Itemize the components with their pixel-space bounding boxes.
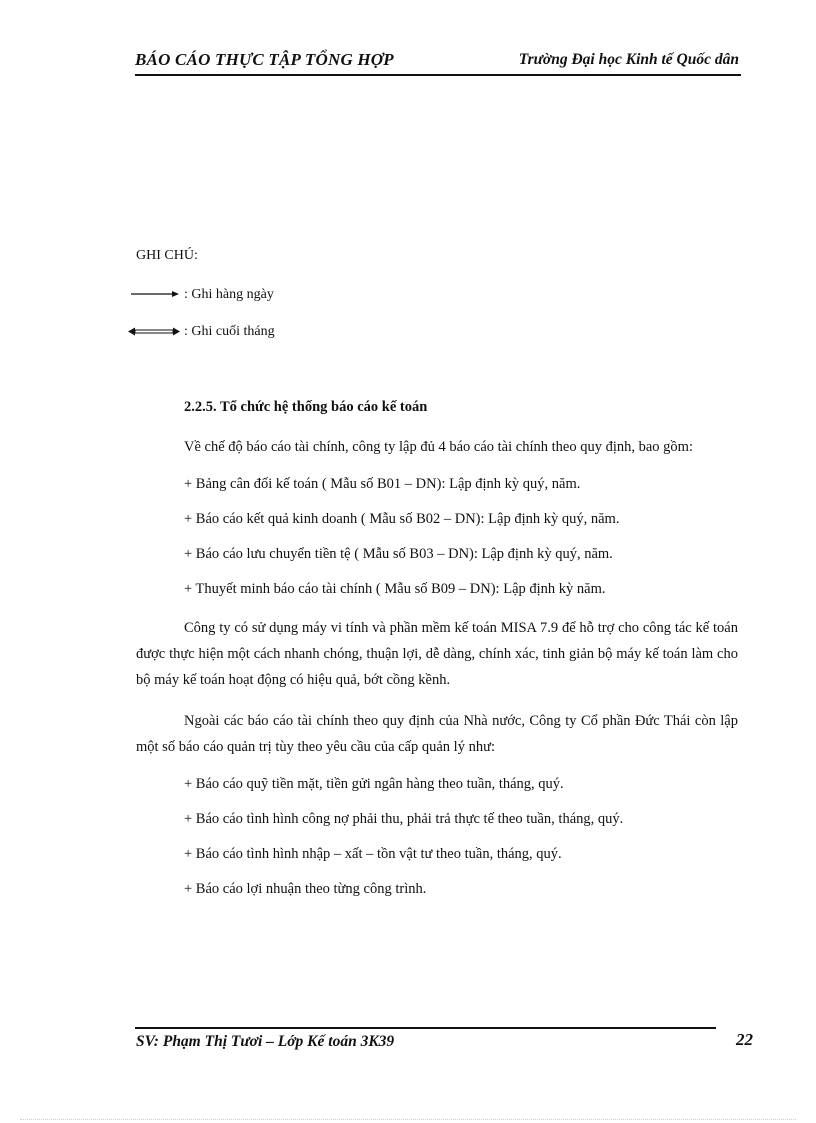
footer-divider bbox=[135, 1027, 716, 1029]
list-item: + Bảng cân đối kế toán ( Mẫu số B01 – DN): Lập định kỳ quý, năm. bbox=[184, 476, 581, 492]
page-number: 22 bbox=[736, 1030, 753, 1049]
list-item: + Báo cáo lưu chuyển tiền tệ ( Mẫu số B03 – DN): Lập định kỳ quý, năm. bbox=[184, 546, 613, 562]
list-item: + Báo cáo lợi nhuận theo từng công trình. bbox=[184, 881, 427, 897]
legend-daily-label: : Ghi hàng ngày bbox=[184, 287, 274, 302]
intro-paragraph: Về chế độ báo cáo tài chính, công ty lập đủ 4 báo cáo tài chính theo quy định, bao gồm: bbox=[184, 439, 693, 455]
page-header bbox=[135, 46, 741, 76]
double-arrow-icon bbox=[128, 324, 180, 344]
list-item: + Báo cáo tình hình nhập – xất – tồn vật tư theo tuần, tháng, quý. bbox=[184, 846, 562, 862]
student-info: SV: Phạm Thị Tươi – Lớp Kế toán 3K39 bbox=[136, 1033, 395, 1050]
school-name: Trường Đại học Kinh tế Quốc dân bbox=[518, 51, 739, 68]
section-heading: 2.2.5. Tổ chức hệ thống báo cáo kế toán bbox=[184, 399, 428, 415]
software-paragraph: Công ty có sử dụng máy vi tính và phần mềm kế toán MISA 7.9 để hỗ trợ cho công tác kế toán được thực hiện một cách nhanh chóng, thuận lợi, dễ dàng, chính xác, tinh giản bộ máy kế toán làm cho bộ máy kế toán hoạt động có hiệu quả, bớt cồng kềnh. bbox=[136, 620, 738, 688]
single-arrow-icon bbox=[128, 287, 180, 307]
legend-month-end-label: : Ghi cuối tháng bbox=[184, 324, 275, 339]
list-item: + Báo cáo kết quả kinh doanh ( Mẫu số B02 – DN): Lập định kỳ quý, năm. bbox=[184, 511, 620, 527]
list-item: + Thuyết minh báo cáo tài chính ( Mẫu số B09 – DN): Lập định kỳ năm. bbox=[184, 581, 606, 597]
page-bottom-border bbox=[20, 1119, 796, 1120]
report-title: BÁO CÁO THỰC TẬP TỔNG HỢP bbox=[135, 50, 394, 69]
legend-title: GHI CHÚ: bbox=[136, 248, 198, 263]
document-body bbox=[136, 398, 738, 915]
list-item: + Báo cáo tình hình công nợ phải thu, phải trả thực tế theo tuần, tháng, quý. bbox=[184, 811, 624, 827]
management-paragraph: Ngoài các báo cáo tài chính theo quy định của Nhà nước, Công ty Cổ phần Đức Thái còn lập một số báo cáo quản trị tùy theo yêu cầu của cấp quản lý như: bbox=[136, 713, 738, 755]
list-item: + Báo cáo quỹ tiền mặt, tiền gửi ngân hàng theo tuần, tháng, quý. bbox=[184, 776, 564, 792]
